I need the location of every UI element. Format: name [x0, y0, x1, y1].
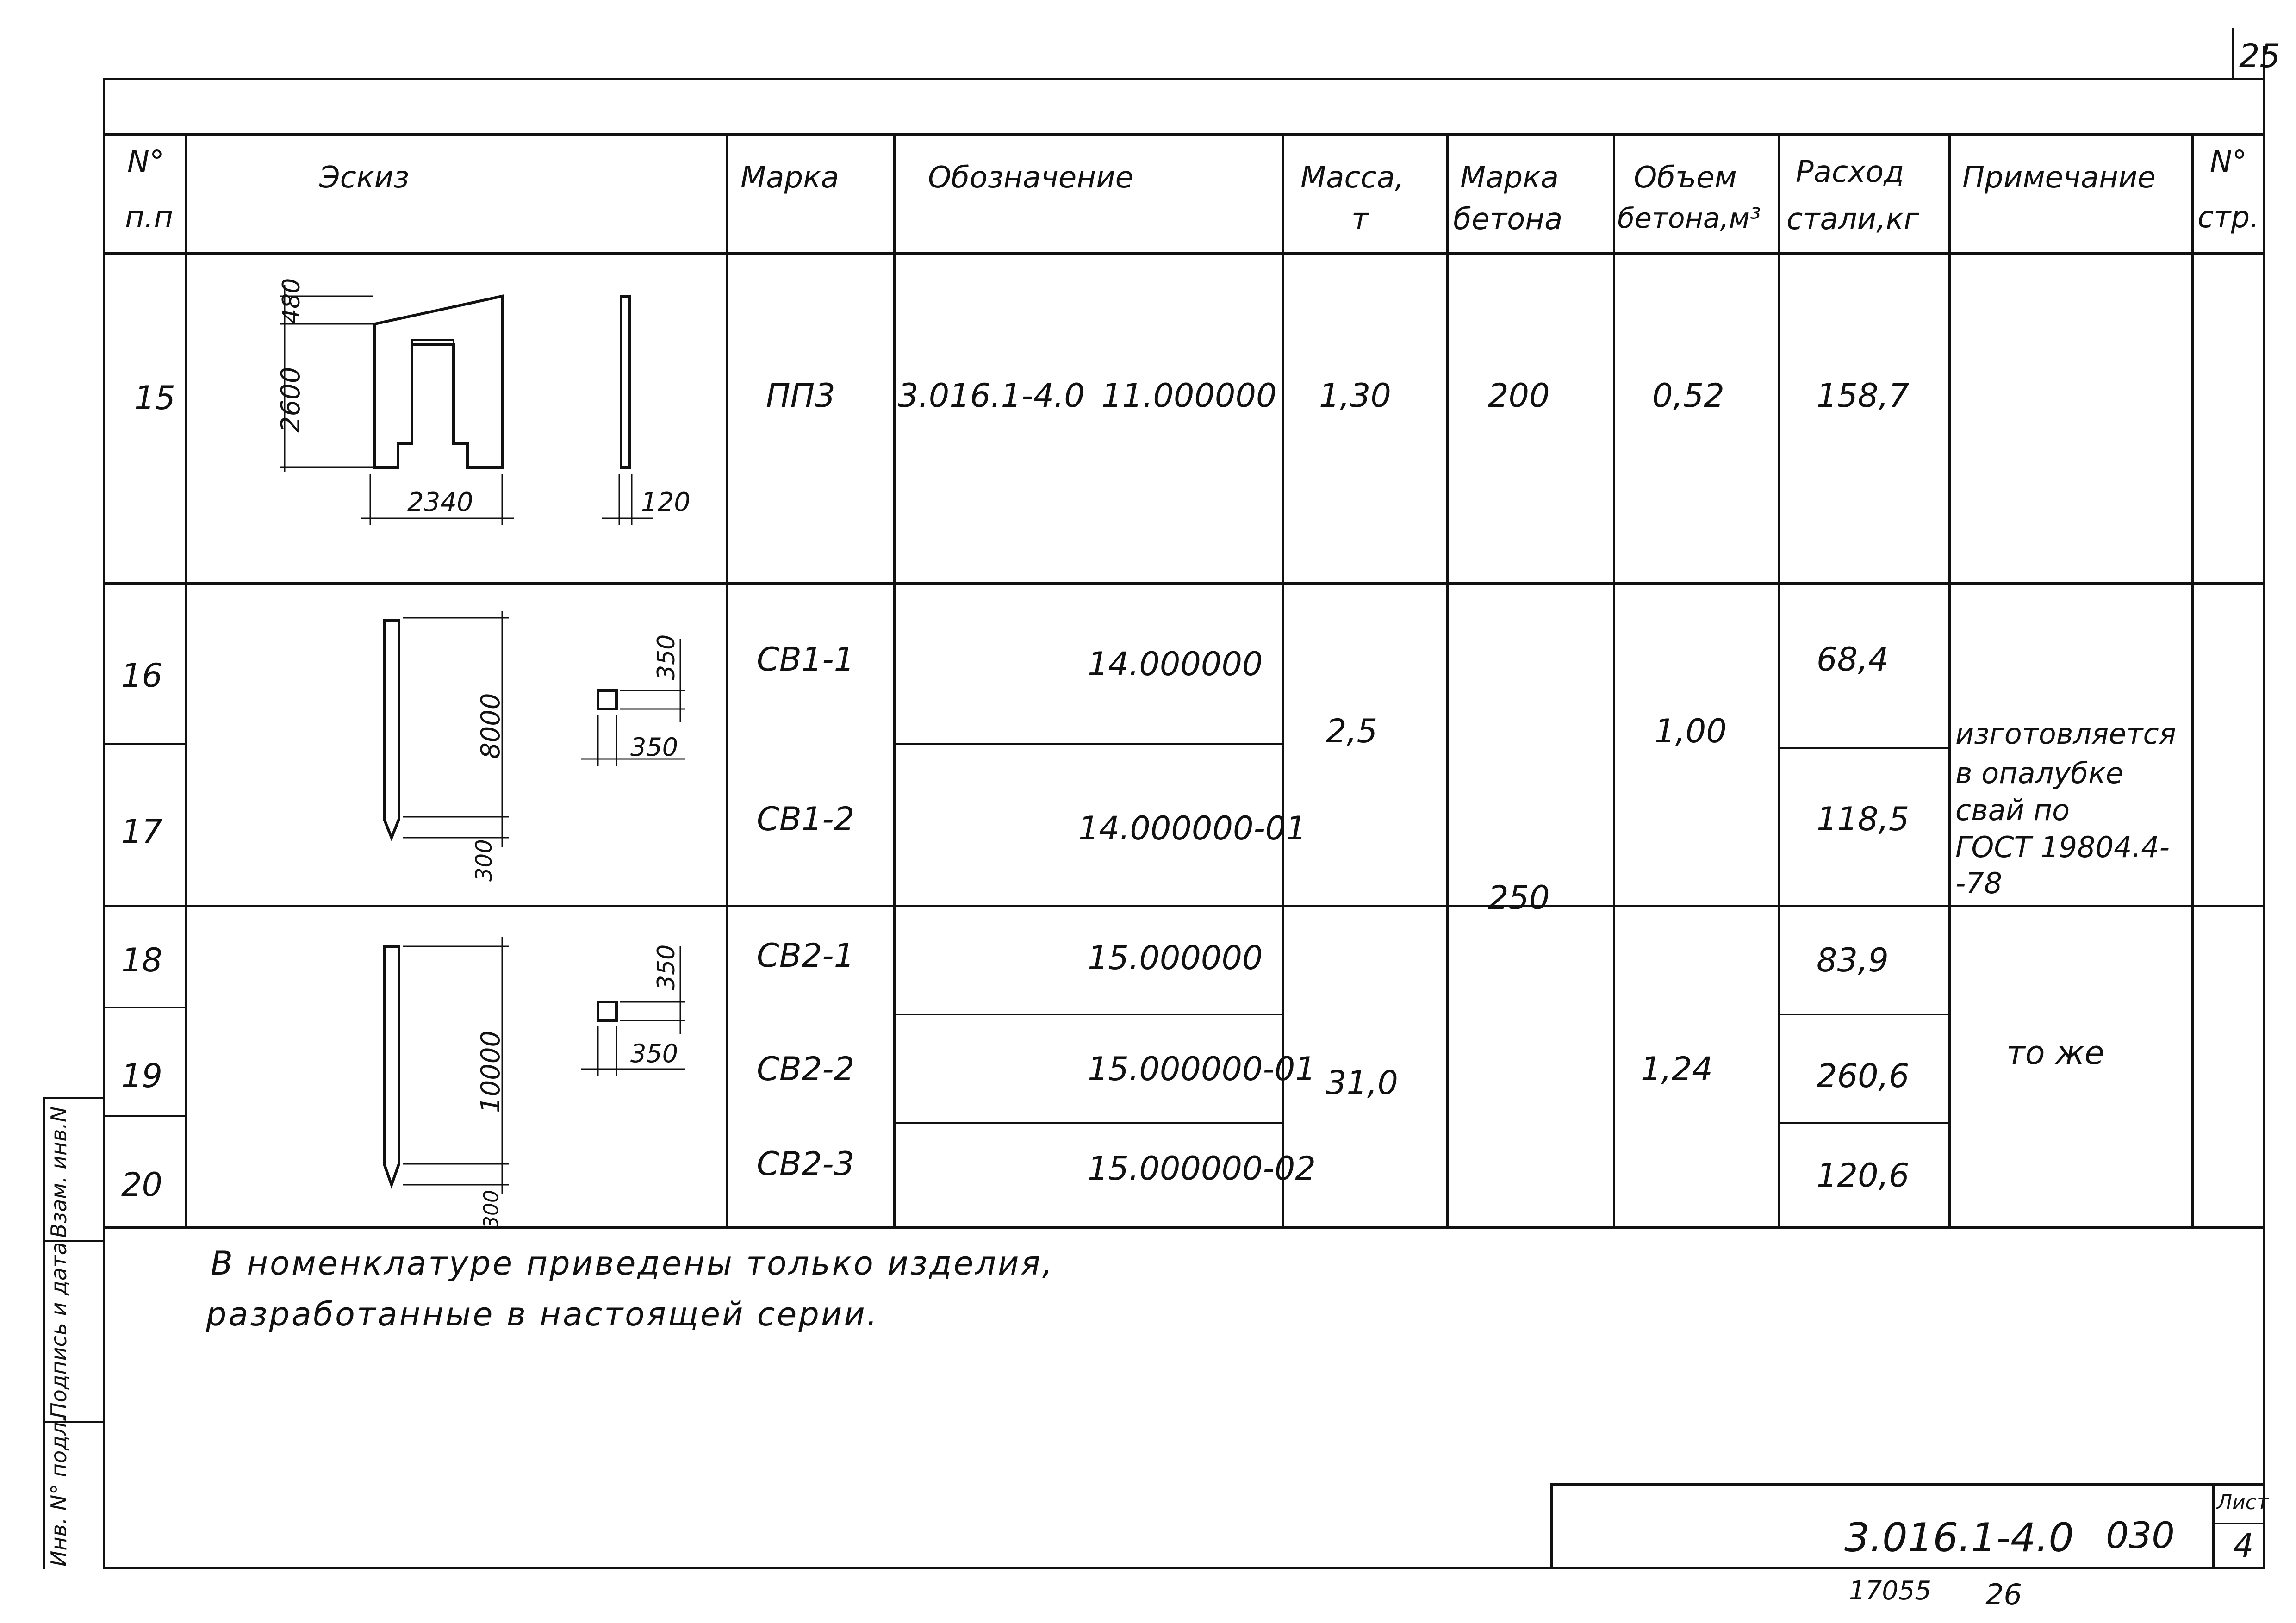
header-note: Примечание	[1962, 161, 2156, 195]
row-num-19: 19	[121, 1057, 163, 1095]
mark-sv2-3: СВ2-3	[757, 1145, 855, 1183]
volume-16-17: 1,00	[1655, 712, 1727, 750]
designation-15: 11.000000	[1101, 377, 1277, 415]
dim-r16-8000: 8000	[476, 693, 506, 759]
header-mass-2: т	[1351, 202, 1369, 236]
steel-18: 83,9	[1817, 941, 1889, 979]
header-volume-1: Объем	[1634, 161, 1737, 195]
header-mass-1: Масса,	[1300, 161, 1405, 195]
volume-18-20: 1,24	[1641, 1050, 1713, 1088]
header-grade-2: бетона	[1453, 202, 1563, 236]
pile-sv2-section	[598, 1002, 616, 1020]
sheet-label: Лист	[2217, 1491, 2269, 1514]
mark-pp3: ПП3	[766, 377, 835, 415]
side-label-replace: Взам. инв.N	[46, 1106, 71, 1238]
steel-16: 68,4	[1817, 640, 1889, 678]
pile-sv2-elevation	[384, 946, 399, 1185]
dim-r16-350-horizontal: 350	[630, 733, 678, 762]
pile-sv1-elevation	[384, 620, 399, 838]
top-page-number: 25	[2239, 37, 2281, 75]
designation-20: 15.000000-02	[1088, 1150, 1316, 1188]
side-label-signature: Подпись и дата	[46, 1242, 71, 1418]
header-num-1: N°	[127, 145, 164, 179]
header-steel-2: стали,кг	[1786, 202, 1919, 236]
header-num-2: п.п	[125, 200, 174, 235]
dim-r18-300: 300	[479, 1190, 503, 1229]
designation-19: 15.000000-01	[1088, 1050, 1316, 1088]
row-num-17: 17	[121, 813, 163, 851]
note-18-20: то же	[2006, 1034, 2104, 1072]
inventory-number: 17055	[1849, 1576, 1932, 1606]
side-label-inv: Инв. N° подл.	[46, 1415, 71, 1567]
steel-17: 118,5	[1817, 800, 1910, 838]
row-num-16: 16	[121, 657, 163, 695]
mass-18-20: 31,0	[1326, 1064, 1398, 1102]
header-designation: Обозначение	[928, 161, 1134, 195]
grade-16-20: 250	[1488, 879, 1550, 917]
dim-r18-350-vertical: 350	[653, 944, 680, 990]
dim-r18-350-horizontal: 350	[630, 1039, 678, 1068]
header-grade-1: Марка	[1460, 161, 1559, 195]
designation-16: 14.000000	[1088, 645, 1263, 683]
designation-18: 15.000000	[1088, 939, 1263, 977]
row-num-20: 20	[121, 1166, 163, 1204]
document-code: 3.016.1-4.0	[1844, 1515, 2074, 1561]
header-sketch: Эскиз	[319, 161, 410, 195]
dim-r16-350-vertical: 350	[653, 634, 680, 680]
header-page-1: N°	[2210, 145, 2247, 179]
header-mark: Марка	[740, 161, 839, 195]
header-page-2: стр.	[2197, 200, 2259, 235]
mark-sv2-2: СВ2-2	[757, 1050, 855, 1088]
mark-sv2-1: СВ2-1	[757, 937, 855, 975]
designation-series: 3.016.1-4.0	[898, 377, 1085, 415]
mass-16-17: 2,5	[1326, 712, 1378, 750]
mark-sv1-2: СВ1-2	[757, 800, 855, 838]
dim-r15-120: 120	[641, 487, 691, 517]
row-num-15: 15	[134, 379, 176, 417]
document-part: 030	[2106, 1515, 2175, 1557]
mass-15: 1,30	[1319, 377, 1391, 415]
panel-pp3-elevation	[375, 296, 502, 467]
dim-r15-2340: 2340	[407, 487, 473, 517]
dim-r18-10000: 10000	[476, 1030, 506, 1113]
grade-15: 200	[1488, 377, 1550, 415]
panel-pp3-section	[621, 296, 629, 467]
bottom-page-number: 26	[1985, 1578, 2022, 1611]
mark-sv1-1: СВ1-1	[757, 640, 855, 678]
pile-sv1-section	[598, 690, 616, 709]
header-volume-2: бетона,м³	[1618, 202, 1761, 235]
dim-r16-300: 300	[471, 839, 497, 882]
dim-r15-2600: 2600	[276, 367, 306, 433]
dim-r15-480: 480	[278, 278, 305, 324]
designation-17: 14.000000-01	[1078, 809, 1307, 847]
row-num-18: 18	[121, 941, 163, 979]
steel-19: 260,6	[1817, 1057, 1910, 1095]
volume-15: 0,52	[1652, 377, 1724, 415]
steel-15: 158,7	[1817, 377, 1910, 415]
steel-20: 120,6	[1817, 1157, 1910, 1194]
header-steel-1: Расход	[1796, 155, 1904, 189]
sheet-number: 4	[2233, 1527, 2254, 1565]
